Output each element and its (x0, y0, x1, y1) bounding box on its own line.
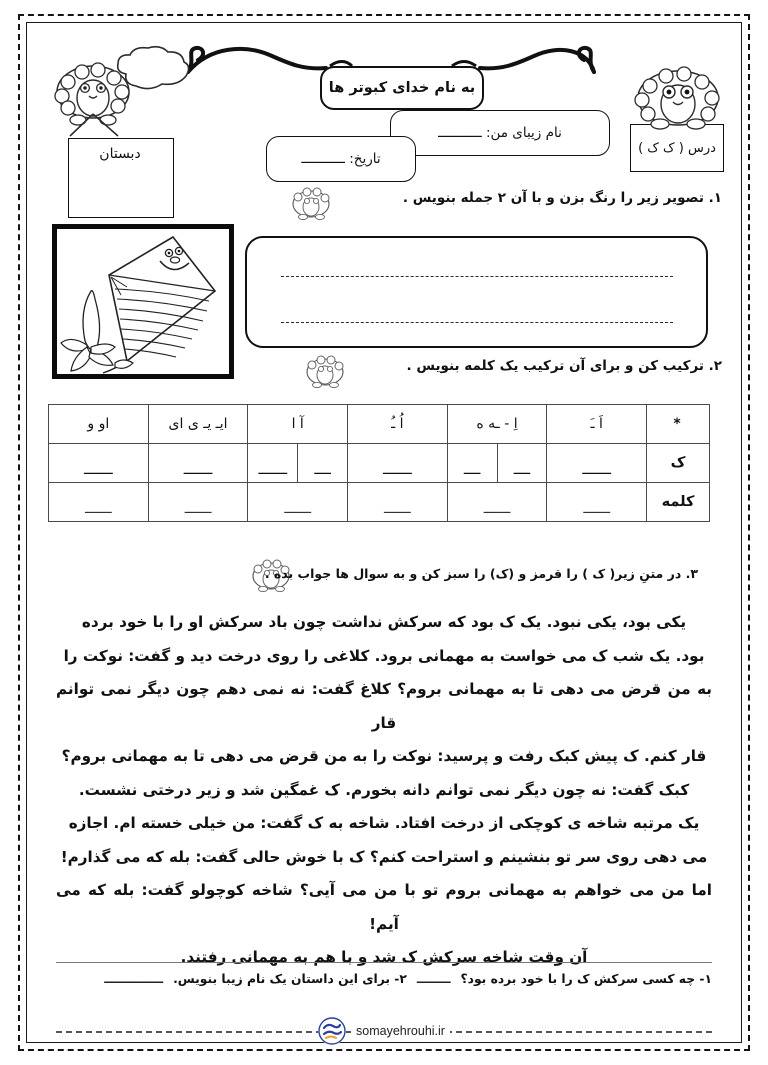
question-1-text: ۱. تصویر زیر را رنگ بزن و با آن ۲ جمله بنویس . (402, 190, 722, 206)
story-line: قار کنم. ک پیش کبک رفت و پرسید: نوکت را به من قرض می دهی تا به مهمانی بروم؟ (61, 747, 707, 765)
table-header-ye: ایـ یـ ی ای (148, 405, 248, 444)
answer-line-1 (281, 276, 673, 277)
pigeon-critter-icon (48, 58, 138, 138)
footer (26, 1018, 742, 1044)
student-name-field[interactable]: نام زیبای من: ـــــــــــ (390, 110, 610, 156)
question-3-text: ۳. در متنِ زیر( ک ) را قرمز و (ک) را سبز کن و به سوال ها جواب بده . (264, 566, 698, 581)
cell-kalame-1[interactable] (547, 483, 647, 522)
story-line: یک مرتبه شاخه ی کوچکی از درخت افتاد. شاخه به ک گفت: من خیلی خسته ام. اجازه (68, 814, 700, 832)
cell-ka-4b-dash: ـــــــ (248, 444, 298, 482)
cell-ka-5-dash: ـــــــ (183, 462, 213, 478)
cell-ka-6-dash: ـــــــ (84, 462, 113, 478)
cell-kalame-5-dash: ـــــــ (184, 502, 212, 517)
cell-ka-1[interactable] (547, 444, 647, 483)
cell-ka-2a-dash: ــــ (513, 462, 531, 478)
story-line: یکی بود، یکی نبود. یک ک بود که سرکش نداشت چون باد سرکش او را با خود برده (81, 613, 687, 631)
answer-box-question-1[interactable] (245, 236, 708, 348)
cell-ka-4[interactable] (248, 444, 348, 483)
cell-kalame-5[interactable] (148, 483, 248, 522)
table-header-kasra: اِ - ـه ه (447, 405, 547, 444)
table-header-star: * (647, 405, 710, 444)
bottom-divider (56, 962, 712, 963)
cell-ka-4a-dash: ــــ (314, 462, 331, 478)
bottom-question-1-text: ۱- چه کسی سرکش ک را با خود برده بود؟ (460, 972, 712, 986)
table-row-kalame (49, 483, 710, 522)
table-header-alef: آ ا (248, 405, 348, 444)
cell-kalame-3-dash: ـــــــ (384, 502, 411, 517)
question-2-text: ۲. ترکیب کن و برای آن ترکیب یک کلمه بنویس . (406, 358, 722, 374)
kite-picture-box (52, 224, 234, 379)
story-line: اما من می خواهم به مهمانی بروم تو با من می آیی؟ شاخه کوچولو گفت: بله که می آیم! (56, 881, 712, 933)
combination-table (48, 404, 710, 522)
row-label-ka: ک (647, 444, 710, 483)
bottom-question-2-text: ۲- برای این داستان یک نام زیبا بنویس. (173, 972, 407, 986)
cell-ka-3-dash: ـــــــ (383, 462, 412, 478)
pigeon-critter-right-icon (628, 64, 728, 130)
table-header-damma: اُ ـُ (348, 405, 448, 444)
story-text (56, 606, 712, 975)
date-field[interactable]: تاریخ: ـــــــــــ (266, 136, 416, 182)
cell-kalame-6[interactable] (49, 483, 149, 522)
site-logo-icon (318, 1017, 346, 1045)
table-header-fatha: اَ ـَ (547, 405, 647, 444)
site-url: somayehrouhi.ir (351, 1024, 450, 1038)
story-line: به من قرض می دهی تا به مهمانی بروم؟ کلاغ گفت: نه نمی دهم چون دیگر نمی توانم قار (56, 680, 712, 732)
cell-kalame-6-dash: ـــــــ (85, 502, 112, 517)
kite-drawing-icon (57, 229, 229, 374)
cell-ka-3[interactable] (348, 444, 448, 483)
cell-kalame-4-dash: ـــــــ (284, 502, 312, 517)
story-line: بود. یک شب ک می خواست به مهمانی برود. کلاغی را روی درخت دید و گفت: نوکت را (63, 646, 705, 665)
cell-ka-5[interactable] (148, 444, 248, 483)
bottom-questions (56, 972, 712, 986)
answer-line-2 (281, 322, 673, 323)
school-label: دبستان (99, 146, 141, 162)
cell-ka-6[interactable] (49, 444, 149, 483)
header-zone (30, 26, 738, 186)
cell-kalame-3[interactable] (348, 483, 448, 522)
story-line: می دهی روی سر تو بنشینم و استراحت کنم؟ ک با خوش حالی گفت: بله که می گذارم! (60, 847, 708, 866)
story-line: آن وقت شاخه سرکش ک شد و با هم به مهمانی رفتند. (180, 948, 588, 966)
table-header-vav: او و (49, 405, 149, 444)
cell-kalame-2-dash: ـــــــ (483, 502, 511, 517)
cell-ka-2[interactable] (447, 444, 547, 483)
table-header-row (49, 405, 710, 444)
bottom-question-1-answer-line[interactable]: ــــــــ (416, 972, 451, 986)
cell-kalame-2[interactable] (447, 483, 547, 522)
lesson-label: درس ( ک ک ) (630, 124, 724, 172)
basmala-title: به نام خدای کبوتر ها (320, 66, 484, 110)
row-label-kalame: کلمه (647, 483, 710, 522)
story-line: کبک گفت: نه چون دیگر نمی توانم دانه بخورم. ک غمگین شد و زیر درختی نشست. (78, 780, 690, 799)
cell-ka-2b-dash: ــــ (448, 444, 498, 482)
cell-ka-1-dash: ـــــــ (582, 462, 612, 478)
cell-kalame-4[interactable] (248, 483, 348, 522)
table-row-ka (49, 444, 710, 483)
bottom-question-2-answer-line[interactable]: ــــــــــــــ (104, 972, 164, 986)
cell-kalame-1-dash: ـــــــ (583, 502, 611, 517)
